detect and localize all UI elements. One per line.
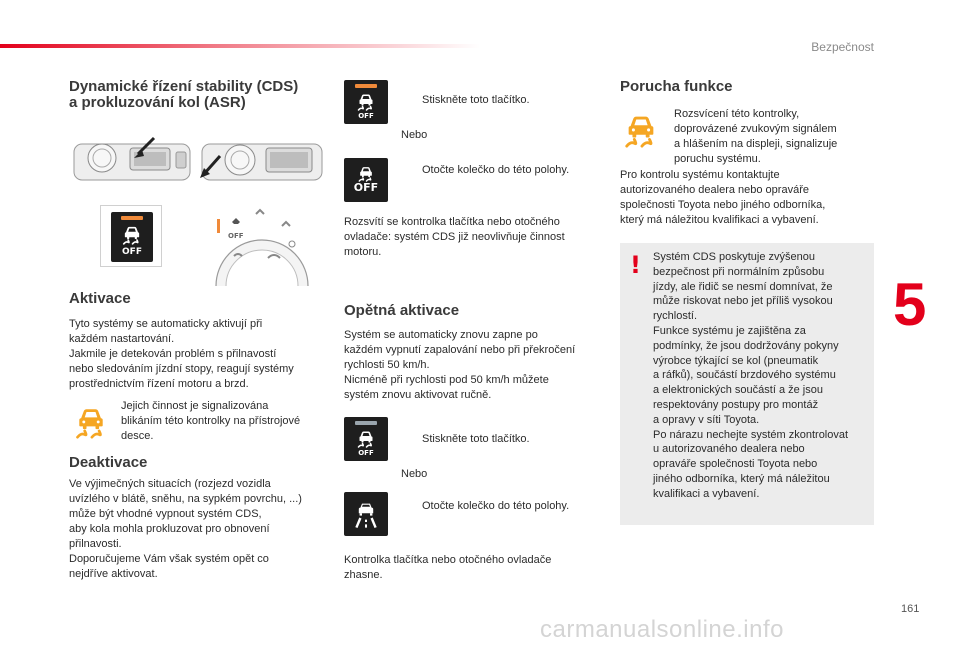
- step-turn-dial: Otočte kolečko do této polohy.: [422, 164, 570, 176]
- aktivace-lamp-text: Jejich činnost je signalizována blikáním této kontrolky na přístrojové desce.: [121, 400, 301, 442]
- warning-text: Systém CDS poskytuje zvýšenou bezpečnost při normálním způsobu jízdy, ale řidič se nesmí domnívat, že může riskovat nebo jet příliš vysokou rychlostí. Funkce systému je zajištěna za podmínky, že jsou dodržovány pokyny výrobce týkající se kol (pneumatik a ráfků), součástí brzdového systému a elektronických součástí a že jsou respektovány postupy pro montáž a opravy v síti Toyota. Po nárazu nechejte systém zkontrolovat u autorizovaného dealera nebo opraváře společnosti Toyota nebo jiného odborníka, který má náležitou kvalifikaci a vybavení.: [653, 251, 849, 500]
- watermark: carmanualsonline.info: [540, 616, 784, 643]
- dial-normal-position: [344, 492, 388, 536]
- warning-exclamation-icon: !: [630, 251, 641, 279]
- step-press-button-2: Stiskněte toto tlačítko.: [422, 433, 530, 445]
- header-accent-bar: [0, 44, 480, 48]
- aktivace-text: Tyto systémy se automaticky aktivují při každém nastartování. Jakmile je detekován problém s přilnavostí nebo sledováním jízdní stopy, reagují systémy prostřednictvím řízení motoru a brzd.: [69, 318, 294, 390]
- page-number: 161: [901, 603, 920, 615]
- indicator-lamp-off: [355, 421, 377, 425]
- step-turn-dial-2: Otočte kolečko do této polohy.: [422, 500, 570, 512]
- step-press-button: Stiskněte toto tlačítko.: [422, 94, 530, 106]
- dashboard-illustration-right: [198, 134, 326, 186]
- dashboard-illustration-left: [72, 134, 192, 186]
- fault-text: Pro kontrolu systému kontaktujte autorizovaného dealera nebo opraváře společnosti Toyota nebo jiného odborníka, který má náležitou kvalifikaci a vybavení.: [620, 169, 826, 226]
- indicator-lamp: [121, 216, 143, 220]
- lane-car-icon: [350, 497, 382, 531]
- drive-mode-dial-illustration: [212, 198, 312, 288]
- stability-warning-lamp-icon: [73, 403, 109, 439]
- skid-car-icon: [121, 223, 143, 245]
- off-button-unlit: [344, 417, 388, 461]
- off-label: OFF: [358, 449, 374, 457]
- svg-text:OFF: OFF: [228, 232, 244, 240]
- fault-lamp-text: Rozsvícení této kontrolky, doprovázené zvukovým signálem a hlášením na displeji, signalizuje poruchu systému.: [674, 108, 838, 165]
- off-button-lit: [344, 80, 388, 124]
- opetna-aktivace-text: Systém se automaticky znovu zapne po každém vypnutí zapalování nebo při překročení rychlosti 50 km/h. Nicméně při rychlosti pod 50 km/h můžete systém znovu aktivovat ručně.: [344, 329, 576, 401]
- off-button-body: [111, 212, 153, 262]
- heading-porucha-funkce: Porucha funkce: [620, 78, 733, 95]
- deaktivace-text: Ve výjimečných situacích (rozjezd vozidla uvízlého v blátě, sněhu, na sypkém povrchu, ...) může být vhodné vypnout systém CDS, aby kola mohla prokluzovat pro obnovení přilnavosti. Doporučujeme Vám však systém opět co nejdříve aktivovat.: [69, 478, 302, 580]
- chapter-number: 5: [893, 271, 927, 338]
- skid-car-icon: [357, 164, 375, 182]
- nebo-2: Nebo: [401, 468, 428, 480]
- off-label: OFF: [122, 247, 142, 257]
- indicator-lamp-on: [355, 84, 377, 88]
- page-title: Dynamické řízení stability (CDS) a prokluzování kol (ASR): [69, 78, 299, 111]
- off-label: OFF: [358, 112, 374, 120]
- heading-deaktivace: Deaktivace: [69, 454, 148, 471]
- section-title: Bezpečnost: [811, 40, 874, 54]
- nebo-1: Nebo: [401, 129, 428, 141]
- final-text: Kontrolka tlačítka nebo otočného ovladače zhasne.: [344, 554, 552, 581]
- heading-opetna-aktivace: Opětná aktivace: [344, 302, 460, 319]
- heading-aktivace: Aktivace: [69, 290, 131, 307]
- skid-car-icon: [356, 91, 376, 111]
- off-label: OFF: [353, 181, 379, 194]
- cds-off-button-illustration: [100, 205, 162, 267]
- skid-car-icon: [356, 428, 376, 448]
- warning-box: [620, 243, 874, 525]
- dial-off-position: [344, 158, 388, 202]
- result-text: Rozsvítí se kontrolka tlačítka nebo otočného ovladače: systém CDS již neovlivňuje činnost motoru.: [344, 216, 565, 258]
- stability-fault-lamp-icon: [622, 110, 660, 148]
